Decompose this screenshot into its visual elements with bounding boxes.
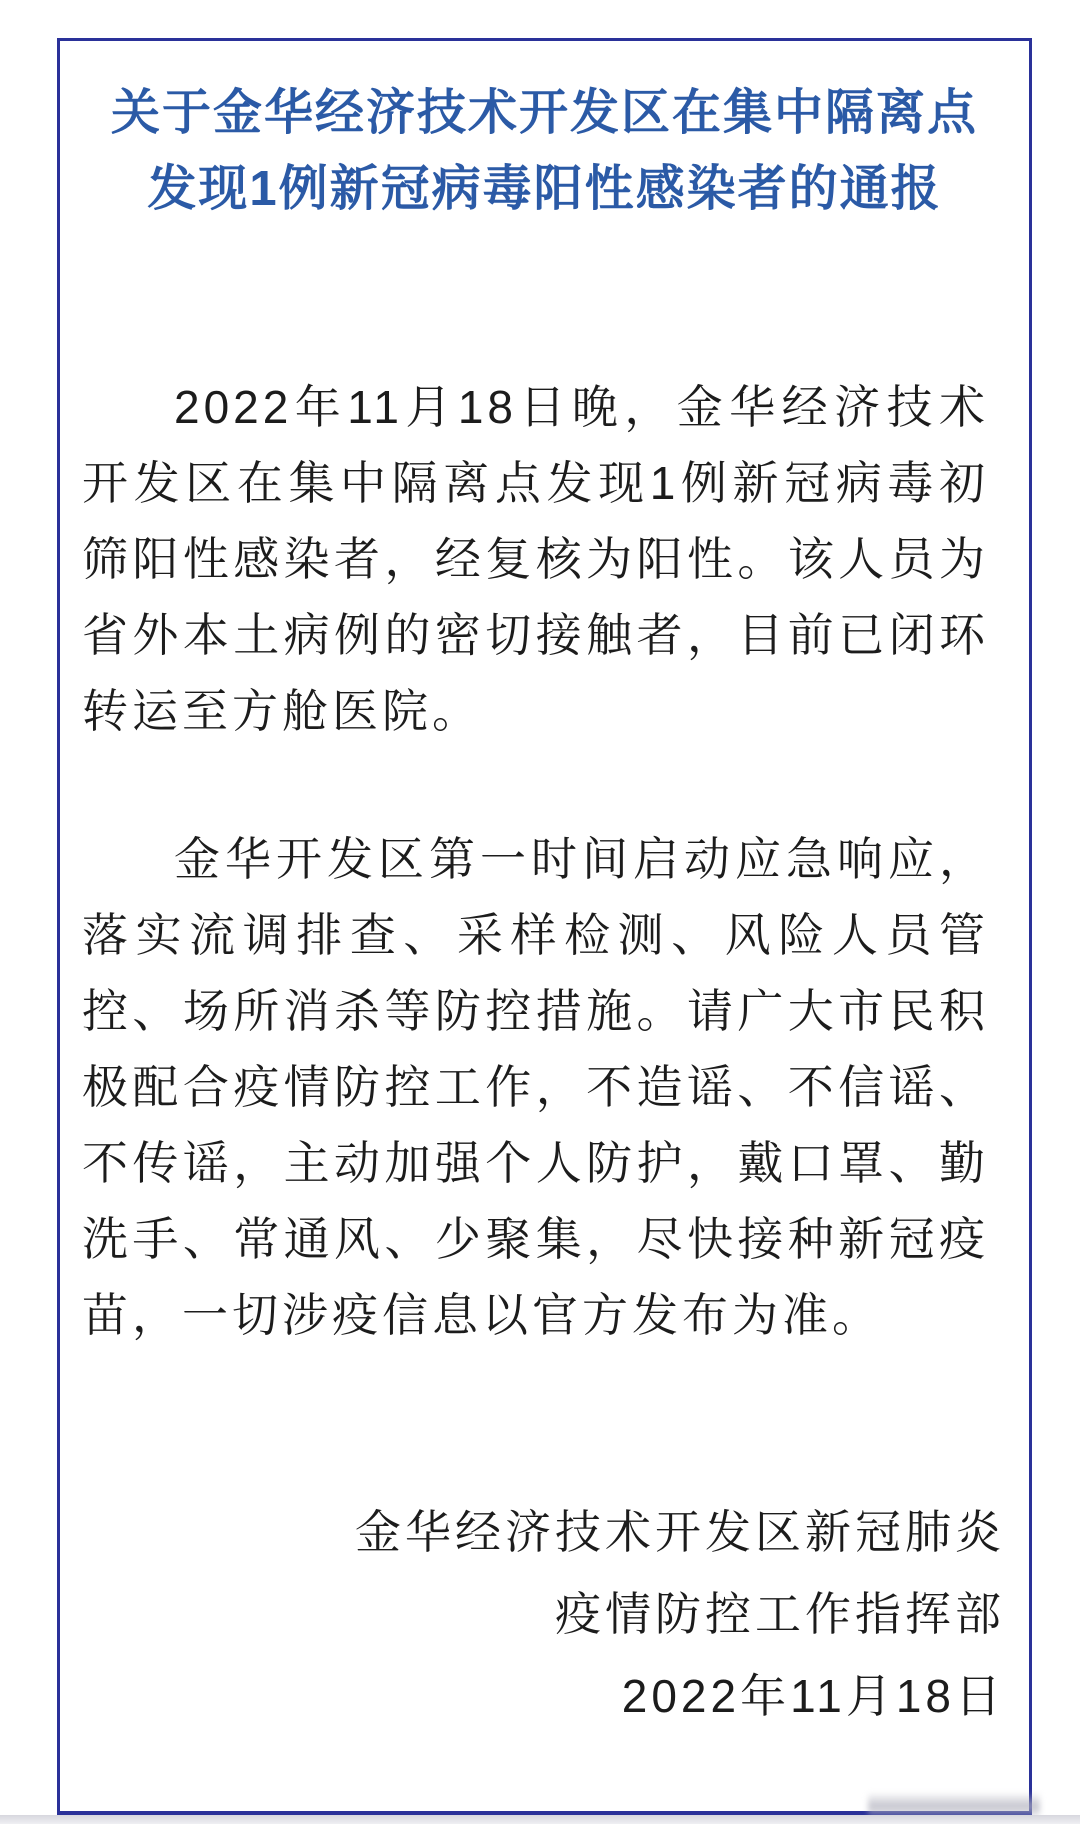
signature-org-line-1: 金华经济技术开发区新冠肺炎 (355, 1506, 1005, 1558)
notice-paragraph-2: 金华开发区第一时间启动应急响应，落实流调排查、采样检测、风险人员管控、场所消杀等防控措施。请广大市民积极配合疫情防控工作，不造谣、不信谣、不传谣，主动加强个人防护，戴口罩、勤洗手、常通风、少聚集，尽快接种新冠疫苗，一切涉疫信息以官方发布为准。 (82, 833, 989, 1341)
signature-date: 2022年11月18日 (621, 1670, 1005, 1722)
notice-title (60, 75, 1029, 227)
notice-title-line-1: 关于金华经济技术开发区在集中隔离点 (110, 86, 978, 140)
signature-org-line-2: 疫情防控工作指挥部 (555, 1588, 1005, 1640)
notice-paragraph-1: 2022年11月18日晚，金华经济技术开发区在集中隔离点发现1例新冠病毒初筛阳性感染者，经复核为阳性。该人员为省外本土病例的密切接触者，目前已闭环转运至方舱医院。 (82, 381, 989, 737)
notice-signature (60, 1491, 1029, 1737)
next-page-edge-strip (0, 1815, 1080, 1824)
notice-title-line-2: 发现1例新冠病毒阳性感染者的通报 (147, 162, 942, 216)
notice-body (60, 369, 1029, 1353)
notice-frame (57, 38, 1032, 1815)
